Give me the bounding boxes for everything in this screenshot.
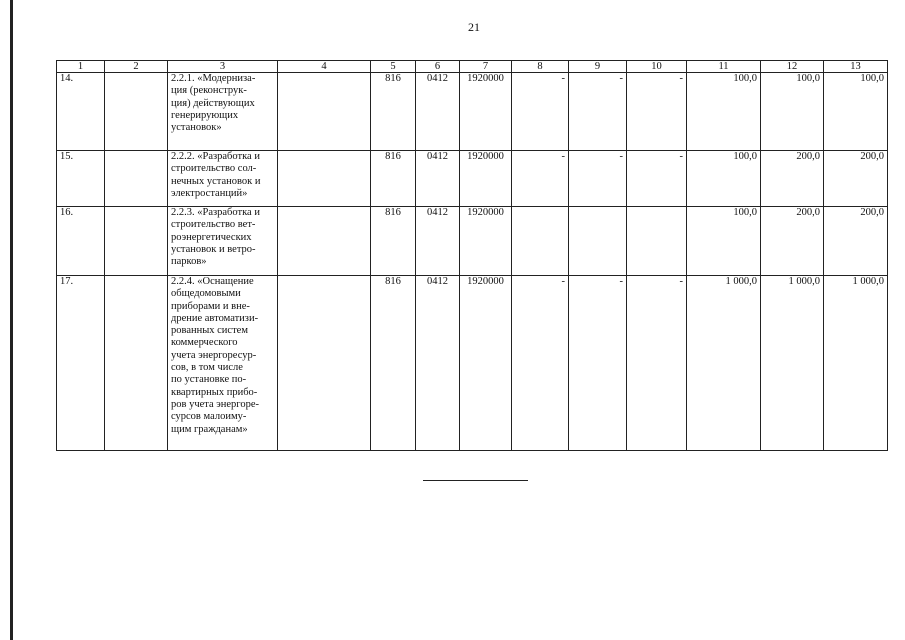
cell-col10: -	[627, 73, 687, 151]
col-header: 2	[105, 61, 168, 73]
cell-section-code: 0412	[416, 73, 460, 151]
cell-col4	[278, 73, 371, 151]
cell-col2	[105, 207, 168, 276]
cell-amount-col11: 100,0	[687, 73, 761, 151]
description-line: роэнергетических	[171, 231, 252, 243]
row-description	[168, 276, 278, 451]
description-line: рованных систем	[171, 325, 248, 337]
cell-col2	[105, 151, 168, 207]
description-line: приборами и вне-	[171, 300, 250, 312]
table-row	[57, 276, 888, 451]
cell-col8: -	[512, 151, 569, 207]
cell-col2	[105, 276, 168, 451]
cell-amount-col11: 1 000,0	[687, 276, 761, 451]
row-description	[168, 151, 278, 207]
cell-col2	[105, 73, 168, 151]
description-line: коммерческого	[171, 337, 238, 349]
cell-amount-col12: 1 000,0	[761, 276, 824, 451]
cell-col8: -	[512, 276, 569, 451]
description-line: дрение автоматизи-	[171, 312, 259, 324]
description-line: установок»	[171, 122, 222, 134]
page-number: 21	[468, 20, 480, 34]
cell-target-code: 1920000	[460, 73, 512, 151]
col-header: 8	[512, 61, 569, 73]
col-header: 13	[824, 61, 888, 73]
col-header: 5	[371, 61, 416, 73]
cell-amount-col13: 100,0	[824, 73, 888, 151]
end-divider-line	[423, 480, 528, 481]
cell-section-code: 0412	[416, 276, 460, 451]
description-line: генерирующих	[171, 109, 239, 121]
description-line: электростанций»	[171, 187, 248, 199]
cell-amount-col12: 100,0	[761, 73, 824, 151]
description-line: сурсов малоиму-	[171, 411, 247, 423]
description-line: 2.2.4. «Оснащение	[171, 276, 254, 287]
description-line: строительство вет-	[171, 219, 256, 231]
col-header: 11	[687, 61, 761, 73]
row-description	[168, 207, 278, 276]
description-line: 2.2.3. «Разработка и	[171, 207, 260, 218]
cell-amount-col12: 200,0	[761, 207, 824, 276]
cell-col9: -	[569, 276, 627, 451]
cell-amount-col13: 200,0	[824, 207, 888, 276]
cell-col10: -	[627, 276, 687, 451]
row-number: 17.	[57, 276, 105, 451]
description-line: 2.2.1. «Модерниза-	[171, 73, 256, 84]
description-line: парков»	[171, 256, 207, 268]
cell-grbs-code: 816	[371, 73, 416, 151]
description-line: ров учета энергоре-	[171, 398, 260, 410]
cell-col9: -	[569, 151, 627, 207]
col-header: 6	[416, 61, 460, 73]
cell-col4	[278, 276, 371, 451]
cell-amount-col13: 1 000,0	[824, 276, 888, 451]
cell-amount-col12: 200,0	[761, 151, 824, 207]
cell-col10	[627, 207, 687, 276]
cell-grbs-code: 816	[371, 276, 416, 451]
col-header: 7	[460, 61, 512, 73]
description-line: ция) действующих	[171, 97, 255, 109]
description-line: по установке по-	[171, 374, 247, 386]
cell-target-code: 1920000	[460, 276, 512, 451]
col-header: 9	[569, 61, 627, 73]
description-line: строительство сол-	[171, 163, 257, 175]
row-number: 15.	[57, 151, 105, 207]
description-line: ция (реконструк-	[171, 85, 247, 97]
cell-grbs-code: 816	[371, 151, 416, 207]
description-line: сов, в том числе	[171, 362, 243, 374]
col-header: 3	[168, 61, 278, 73]
description-line: щим гражданам»	[171, 423, 248, 435]
description-line: установок и ветро-	[171, 243, 256, 255]
col-header: 10	[627, 61, 687, 73]
row-number: 14.	[57, 73, 105, 151]
table-row	[57, 207, 888, 276]
cell-grbs-code: 816	[371, 207, 416, 276]
cell-col8	[512, 207, 569, 276]
description-line: 2.2.2. «Разработка и	[171, 151, 260, 162]
cell-amount-col11: 100,0	[687, 151, 761, 207]
binding-edge-line	[10, 0, 13, 640]
description-line: нечных установок и	[171, 175, 261, 187]
row-description	[168, 73, 278, 151]
cell-target-code: 1920000	[460, 207, 512, 276]
cell-section-code: 0412	[416, 207, 460, 276]
table-row	[57, 151, 888, 207]
cell-col9: -	[569, 73, 627, 151]
description-line: общедомовыми	[171, 288, 241, 300]
cell-col4	[278, 207, 371, 276]
description-line: учета энергоресур-	[171, 349, 257, 361]
cell-target-code: 1920000	[460, 151, 512, 207]
col-header: 1	[57, 61, 105, 73]
row-number: 16.	[57, 207, 105, 276]
cell-col10: -	[627, 151, 687, 207]
cell-amount-col11: 100,0	[687, 207, 761, 276]
budget-table	[56, 60, 888, 451]
description-line: квартирных прибо-	[171, 386, 258, 398]
cell-col9	[569, 207, 627, 276]
header-row	[57, 61, 888, 73]
cell-section-code: 0412	[416, 151, 460, 207]
cell-amount-col13: 200,0	[824, 151, 888, 207]
cell-col8: -	[512, 73, 569, 151]
col-header: 12	[761, 61, 824, 73]
col-header: 4	[278, 61, 371, 73]
table-row	[57, 73, 888, 151]
cell-col4	[278, 151, 371, 207]
